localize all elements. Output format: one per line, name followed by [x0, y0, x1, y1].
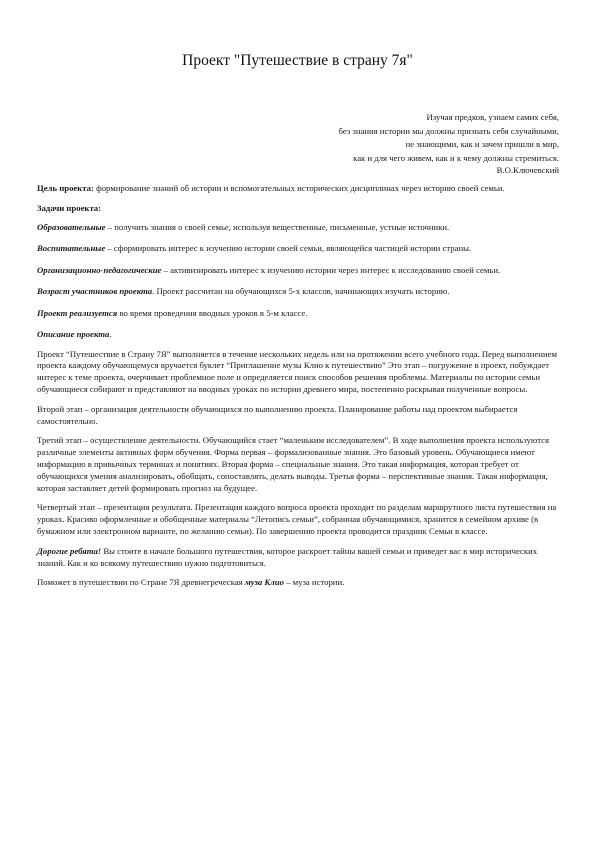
stage-3-paragraph: Третий этап – осуществление деятельности. Обучающийся стает “маленьким исследователем”. В ходе выполнения проекта используются различные элементы активных форм обучения. Форма первая – формализованные знания. Это базовый уровень. Обучающиеся имеют информацию в привычных терминах и понятиях. Вторая форма – специальные знания. Это такая информация, которая требует от обучающихся умения анализировать, обобщать, сопоставлять, делать выводы. Третья форма – перспективные знания. Такая информация, которая заставляет детей формировать прогноз на будущее.	[37, 435, 549, 493]
tasks-heading: Задачи проекта:	[37, 202, 102, 213]
epigraph	[229, 111, 559, 165]
participants-age: Возраст участников проекта. Проект рассчитан на обучающихся 5-х классов, начинающих изучать историю.	[37, 286, 450, 297]
stage-2-paragraph: Второй этап – организация деятельности обучающихся по выполнению проекта. Планирование работы над проектом выбирается самостоятельно.	[37, 403, 518, 426]
closing-paragraph: Дорогие ребята! Вы стоите в начале большого путешествия, которое раскроет тайны вашей семьи и приведет вас в мир исторических знаний. Как и ко всякому путешествию нужно подготовиться.	[37, 545, 538, 568]
task-upbringing: Воспитательные – сформировать интерес к изучению истории своей семьи, являющейся частицей истории страны.	[37, 243, 472, 254]
task-organizational: Организационно-педагогические – активизировать интерес к изучению истории через интерес к исследованию своей семьи.	[37, 264, 501, 275]
document-body	[37, 183, 558, 597]
stage-4-paragraph: Четвертый этап – презентация результата. Презентация каждого вопроса проекта проходит по разделам маршрутного листа путешествия на уроках. Красиво оформленные и обобщенные материалы “Летопись семьи”, собранная обучающимися, хранится в семейном архиве (в бумажном или электронном варианте, по желанию семьи). По завершению проекта проводится праздник Семьи в классе.	[37, 502, 557, 537]
goal-paragraph	[37, 183, 558, 195]
epigraph-author: В.О.Ключевский	[496, 165, 559, 175]
document-title: Проект "Путешествие в страну 7я"	[182, 52, 413, 69]
goal-text: формирование знаний об истории и вспомогательных исторических дисциплинах через историю своей семьи.	[93, 183, 505, 193]
description-heading: Описание проекта.	[37, 329, 112, 340]
project-realization: Проект реализуется во время проведения вводных уроков в 5-м классе.	[37, 307, 308, 318]
epigraph-line: не знающими, как и зачем пришли в мир,	[405, 139, 559, 150]
goal-label: Цель проекта:	[37, 183, 94, 193]
stage-1-paragraph: Проект “Путешествие в Страну 7Я” выполняется в течение нескольких недель или на протяжении всего учебного года. Перед выполнением проекта каждому обучающемуся вручается буклет “Приглашение музы Клио к путешествию” Это этап – погружение в проект, побуждает интерес к теме проекта, очерчивает проблемное поле и определяется поиск способов решения проблемы. Материалы по истории семьи обучающиеся собирают и представляют на вводных уроках по истории древнего мира, постепенно раскрывая полученные вопросы.	[37, 348, 557, 395]
task-educational: Образовательные – получить знания о своей семье, используя вещественные, письменные, устные источники.	[37, 222, 450, 232]
epigraph-line: Изучая предков, узнаем самих себя,	[426, 112, 559, 122]
final-paragraph: Поможет в путешествии по Стране 7Я древнегреческая муза Клио – муза истории.	[37, 577, 345, 587]
epigraph-line: без знания истории мы должны признать себя случайными,	[338, 125, 559, 136]
epigraph-line: как и для чего живем, как и к чему должны стремиться.	[353, 152, 559, 163]
